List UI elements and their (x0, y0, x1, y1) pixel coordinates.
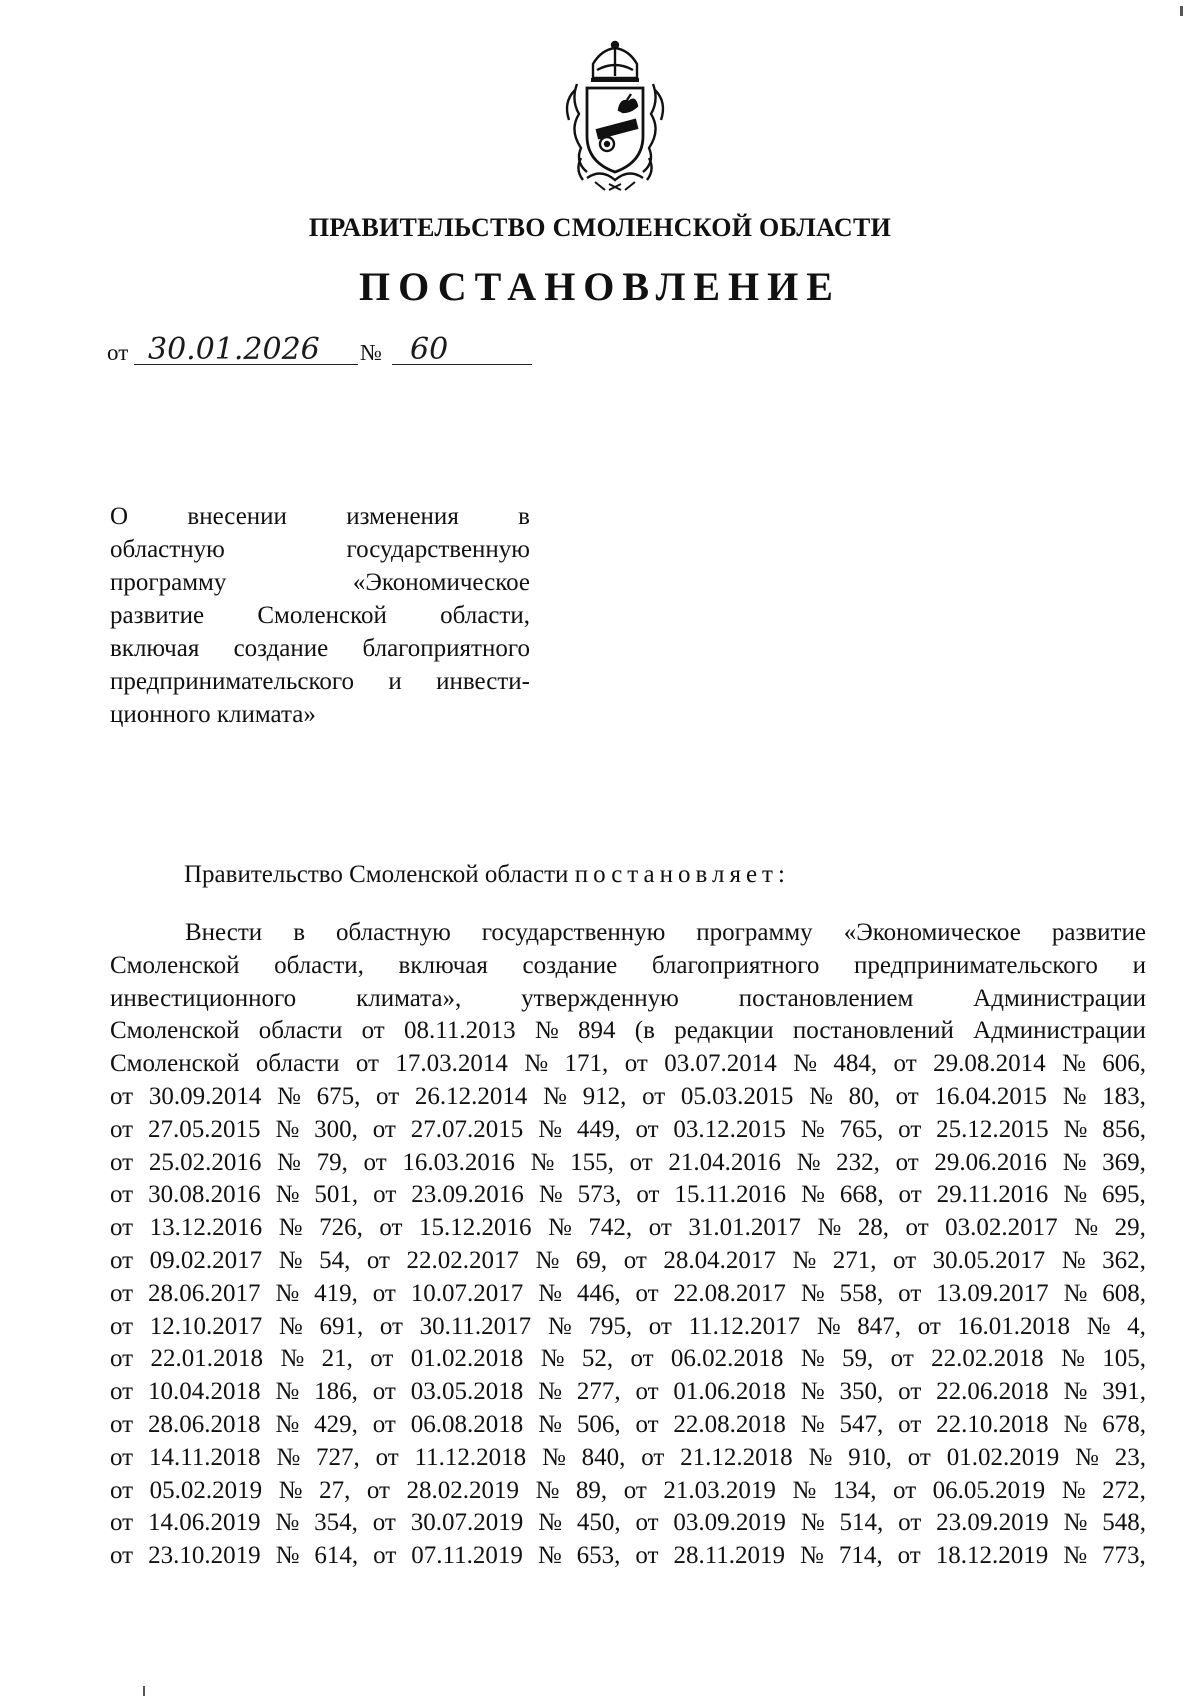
handwritten-date: 30.01.2026 (148, 332, 320, 367)
scan-mark (143, 1686, 145, 1696)
body-line: Внести в областную государственную программу «Экономическое развитие (185, 919, 1146, 946)
coat-of-arms-emblem (557, 40, 673, 192)
number-label: № (360, 340, 382, 365)
resolution-prefix: Правительство Смоленской области (184, 861, 569, 888)
body-line: от 27.05.2015 № 300, от 27.07.2015 № 449, от 03.12.2015 № 765, от 25.12.2015 № 856, (110, 1115, 1146, 1143)
body-line: от 14.11.2018 № 727, от 11.12.2018 № 840, от 21.12.2018 № 910, от 01.02.2019 № 23, (110, 1443, 1146, 1471)
body-line: от 12.10.2017 № 691, от 30.11.2017 № 795, от 11.12.2017 № 847, от 16.01.2018 № 4, (110, 1312, 1146, 1340)
body-line: от 13.12.2016 № 726, от 15.12.2016 № 742, от 31.01.2017 № 28, от 03.02.2017 № 29, (110, 1214, 1146, 1242)
subject-line: О внесении изменения в (110, 503, 530, 530)
body-line: от 30.08.2016 № 501, от 23.09.2016 № 573, от 15.11.2016 № 668, от 29.11.2016 № 695, (110, 1181, 1146, 1209)
body-line: Смоленской области от 17.03.2014 № 171, от 03.07.2014 № 484, от 29.08.2014 № 606, (110, 1050, 1146, 1078)
body-line: от 22.01.2018 № 21, от 01.02.2018 № 52, от 06.02.2018 № 59, от 22.02.2018 № 105, (110, 1345, 1146, 1373)
subject-block (110, 500, 530, 731)
body-line: от 09.02.2017 № 54, от 22.02.2017 № 69, от 28.04.2017 № 271, от 30.05.2017 № 362, (110, 1246, 1146, 1274)
body-line: от 25.02.2016 № 79, от 16.03.2016 № 155, от 21.04.2016 № 232, от 29.06.2016 № 369, (110, 1148, 1146, 1176)
body-line: от 28.06.2018 № 429, от 06.08.2018 № 506, от 22.08.2018 № 547, от 22.10.2018 № 678, (110, 1410, 1146, 1438)
resolution-verb: постановляет: (574, 861, 790, 888)
body-line: Смоленской области, включая создание благоприятного предпринимательского и (110, 951, 1146, 979)
subject-line: предпринимательского и инвести- (110, 668, 530, 695)
body-line: от 28.06.2017 № 419, от 10.07.2017 № 446, от 22.08.2017 № 558, от 13.09.2017 № 608, (110, 1279, 1146, 1307)
subject-line: развитие Смоленской области, (110, 602, 530, 629)
body-line: от 10.04.2018 № 186, от 03.05.2018 № 277, от 01.06.2018 № 350, от 22.06.2018 № 391, (110, 1378, 1146, 1406)
subject-line: ционного климата» (110, 701, 316, 728)
date-number-line (107, 330, 537, 370)
subject-line: программу «Экономическое (110, 569, 530, 596)
date-field (134, 332, 358, 367)
body-paragraph (110, 917, 1146, 1573)
body-line: от 23.10.2019 № 614, от 07.11.2019 № 653, от 28.11.2019 № 714, от 18.12.2019 № 773, (110, 1542, 1146, 1570)
body-line: от 14.06.2019 № 354, от 30.07.2019 № 450, от 03.09.2019 № 514, от 23.09.2019 № 548, (110, 1509, 1146, 1537)
handwritten-number: 60 (410, 332, 449, 367)
body-line: от 30.09.2014 № 675, от 26.12.2014 № 912, от 05.03.2015 № 80, от 16.04.2015 № 183, (110, 1082, 1146, 1110)
document-type-title: ПОСТАНОВЛЕНИЕ (359, 264, 841, 309)
scan-mark (1180, 6, 1183, 16)
date-label: от (107, 340, 129, 365)
resolution-statement (184, 861, 790, 889)
subject-line: включая создание благоприятного (110, 635, 530, 662)
number-field (392, 332, 532, 367)
body-line: инвестиционного климата», утвержденную постановлением Администрации (110, 984, 1146, 1012)
subject-line: областную государственную (110, 536, 530, 563)
organization-title: ПРАВИТЕЛЬСТВО СМОЛЕНСКОЙ ОБЛАСТИ (308, 213, 892, 242)
body-line: от 05.02.2019 № 27, от 28.02.2019 № 89, от 21.03.2019 № 134, от 06.05.2019 № 272, (110, 1476, 1146, 1504)
body-line: Смоленской области от 08.11.2013 № 894 (в редакции постановлений Администрации (110, 1017, 1146, 1045)
